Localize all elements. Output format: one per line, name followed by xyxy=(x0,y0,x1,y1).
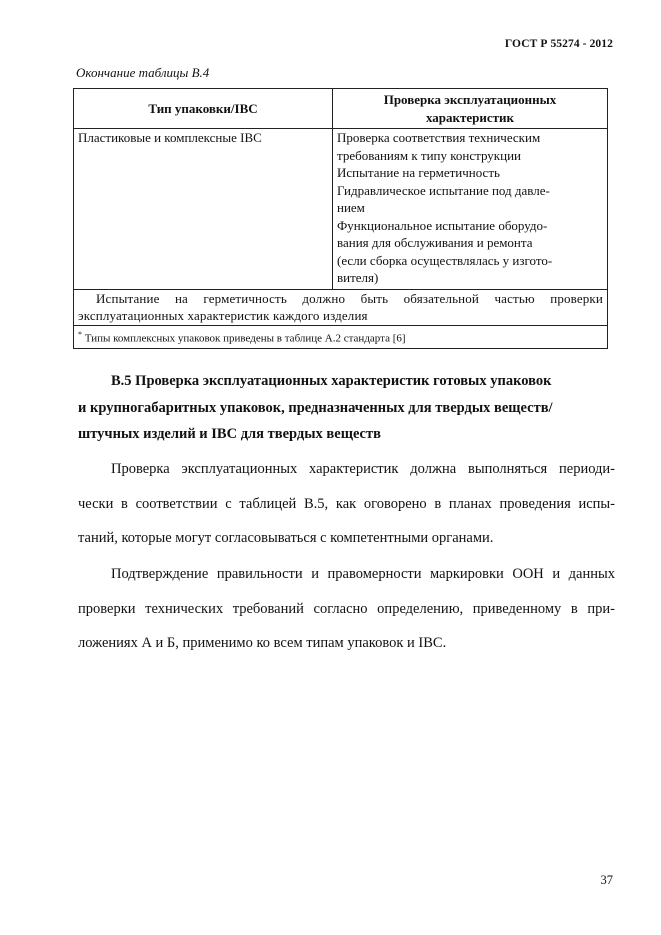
requirements-table xyxy=(73,88,608,349)
table-row xyxy=(74,129,608,290)
paragraph-periodic-checks xyxy=(78,452,615,556)
section-heading-line: штучных изделий и IBC для твердых веществ xyxy=(78,426,381,442)
column-header-package-type xyxy=(74,89,333,129)
table-header-row xyxy=(74,89,608,129)
table-note xyxy=(74,289,608,325)
section-heading xyxy=(78,368,618,448)
page-number: 37 xyxy=(600,873,613,887)
paragraph-line: таний, которые могут согласовываться с компетентными органами. xyxy=(78,530,494,546)
column-header-performance-check xyxy=(333,89,608,129)
column-header-package-type-label: Тип упаковки/IBC xyxy=(148,100,258,116)
footnote-text: Типы комплексных упаковок приведены в таблице А.2 стандарта [6] xyxy=(84,332,406,345)
cell-package-type xyxy=(74,129,333,290)
paragraph-line: ложениях А и Б, применимо ко всем типам упаковок и IBC. xyxy=(78,635,447,651)
paragraph-line: чески в соответствии с таблицей В.5, как оговорено в планах проведения испы- xyxy=(78,495,615,512)
table-caption: Окончание таблицы В.4 xyxy=(76,65,210,80)
cell-package-type-text: Пластиковые и комплексные IBC xyxy=(78,130,262,145)
table-note-row xyxy=(74,289,608,325)
cell-performance-checks xyxy=(333,129,608,290)
cell-performance-checks-text: Проверка соответствия техническим требованиям к типу конструкции Испытание на герметичность Гидравлическое испытание под давле- нием Функциональное испытание оборудо- вания для обслуживания и ремонта (если сборка осуществлялась у изгото- вителя) xyxy=(337,130,553,285)
table-footnote-row xyxy=(74,325,608,348)
section-heading-line: и крупногабаритных упаковок, предназначенных для твердых веществ/ xyxy=(78,399,553,416)
column-header-performance-check-label: Проверка эксплуатационных характеристик xyxy=(383,92,557,125)
paragraph-line: Проверка эксплуатационных характеристик должна выполняться периоди- xyxy=(111,461,615,477)
table-note-text: Испытание на герметичность должно быть обязательной частью проверки эксплуатационных характеристик каждого изделия xyxy=(78,290,603,323)
table-footnote xyxy=(74,325,608,348)
document-code: ГОСТ Р 55274 - 2012 xyxy=(504,38,613,50)
paragraph-line: проверки технических требований согласно определению, приведенному в при- xyxy=(78,600,615,617)
footnote-mark: * xyxy=(78,329,82,339)
section-heading-line: В.5 Проверка эксплуатационных характеристик готовых упаковок xyxy=(111,373,552,389)
paragraph-un-marking xyxy=(78,557,615,661)
paragraph-line: Подтверждение правильности и правомерности маркировки ООН и данных xyxy=(111,566,615,582)
